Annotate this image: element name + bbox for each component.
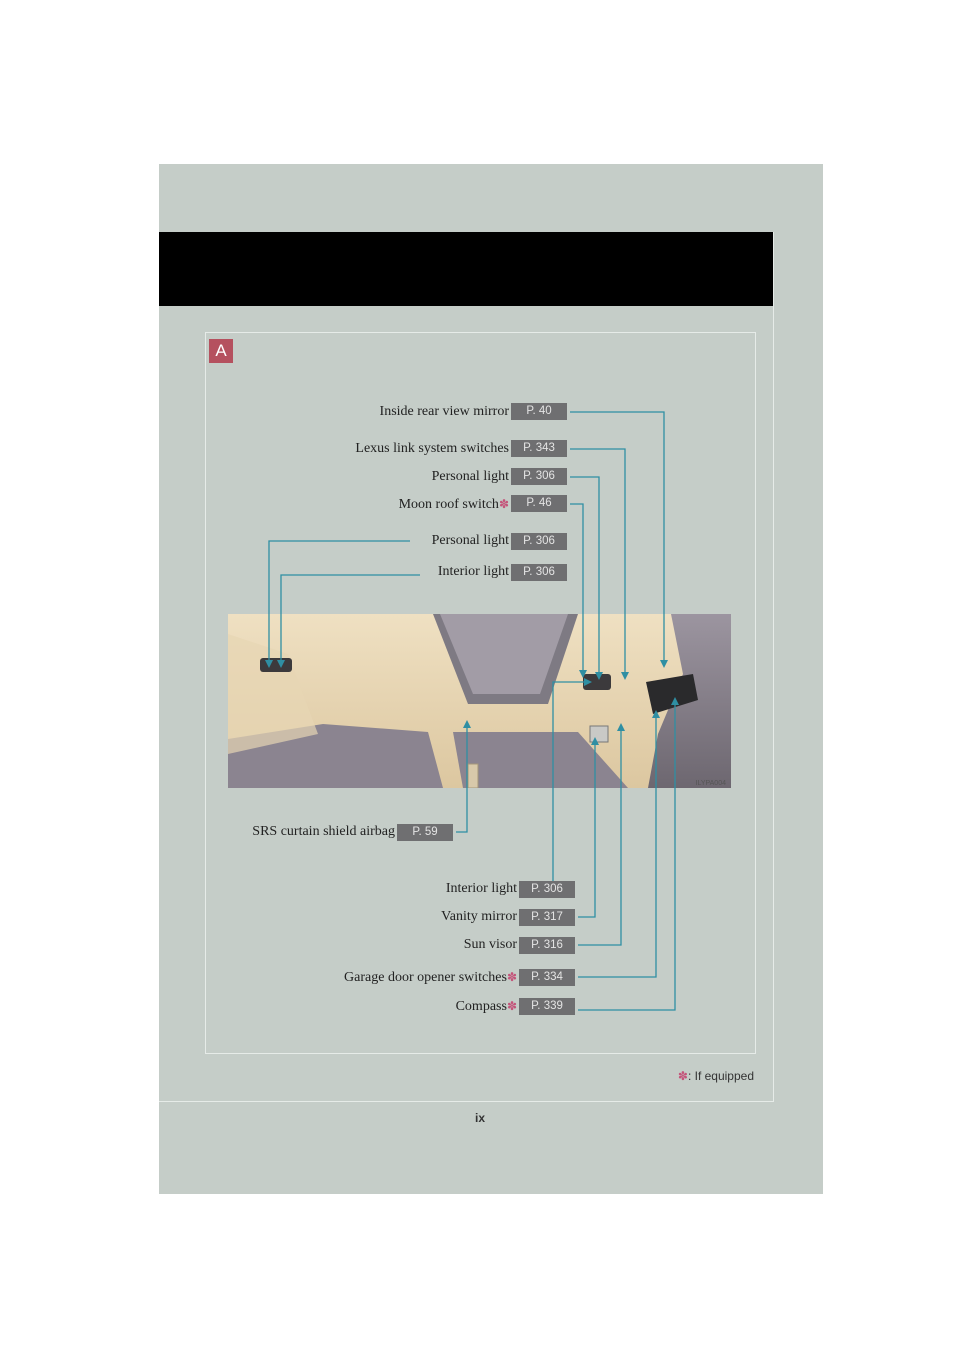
photo-code: ILYPA004	[695, 780, 726, 787]
page-number: ix	[474, 1111, 485, 1125]
label-lexus-link-switches: Lexus link system switches	[355, 441, 509, 456]
label-personal-light-rear: Personal light	[431, 533, 509, 548]
ref-personal-light-rear[interactable]: P. 306	[511, 533, 567, 550]
side-rule	[773, 232, 774, 1102]
footnote-mark: ✽	[677, 1069, 688, 1083]
label-vanity-mirror: Vanity mirror	[441, 909, 517, 924]
section-badge: A	[209, 339, 233, 363]
ref-compass[interactable]: P. 339	[519, 998, 575, 1015]
interior-ceiling-photo	[228, 614, 731, 788]
footnote-text: : If equipped	[687, 1069, 754, 1083]
ref-personal-light-front[interactable]: P. 306	[511, 468, 567, 485]
ref-interior-light-front[interactable]: P. 306	[519, 881, 575, 898]
footnote	[678, 1069, 754, 1083]
label-moon-roof-switch: Moon roof switch✽	[398, 497, 509, 512]
ref-vanity-mirror[interactable]: P. 317	[519, 909, 575, 926]
ref-moon-roof-switch[interactable]: P. 46	[511, 495, 567, 512]
label-inside-rear-view-mirror: Inside rear view mirror	[379, 404, 509, 419]
ref-lexus-link-switches[interactable]: P. 343	[511, 440, 567, 457]
ref-interior-light-rear[interactable]: P. 306	[511, 564, 567, 581]
label-interior-light-front: Interior light	[445, 881, 517, 896]
equipped-mark: ✽	[498, 497, 509, 511]
label-sun-visor: Sun visor	[463, 937, 517, 952]
label-personal-light-front: Personal light	[431, 469, 509, 484]
equipped-mark: ✽	[506, 970, 517, 984]
equipped-mark: ✽	[506, 999, 517, 1013]
label-interior-light-rear: Interior light	[437, 564, 509, 579]
bottom-rule	[159, 1101, 774, 1102]
ref-garage-door-opener[interactable]: P. 334	[519, 969, 575, 986]
ref-inside-rear-view-mirror[interactable]: P. 40	[511, 403, 567, 420]
header-bar	[159, 232, 773, 306]
ref-srs-curtain-airbag[interactable]: P. 59	[397, 824, 453, 841]
label-srs-curtain-airbag: SRS curtain shield airbag	[252, 824, 395, 839]
ref-sun-visor[interactable]: P. 316	[519, 937, 575, 954]
label-garage-door-opener: Garage door opener switches✽	[344, 970, 517, 985]
label-compass: Compass✽	[455, 999, 517, 1014]
